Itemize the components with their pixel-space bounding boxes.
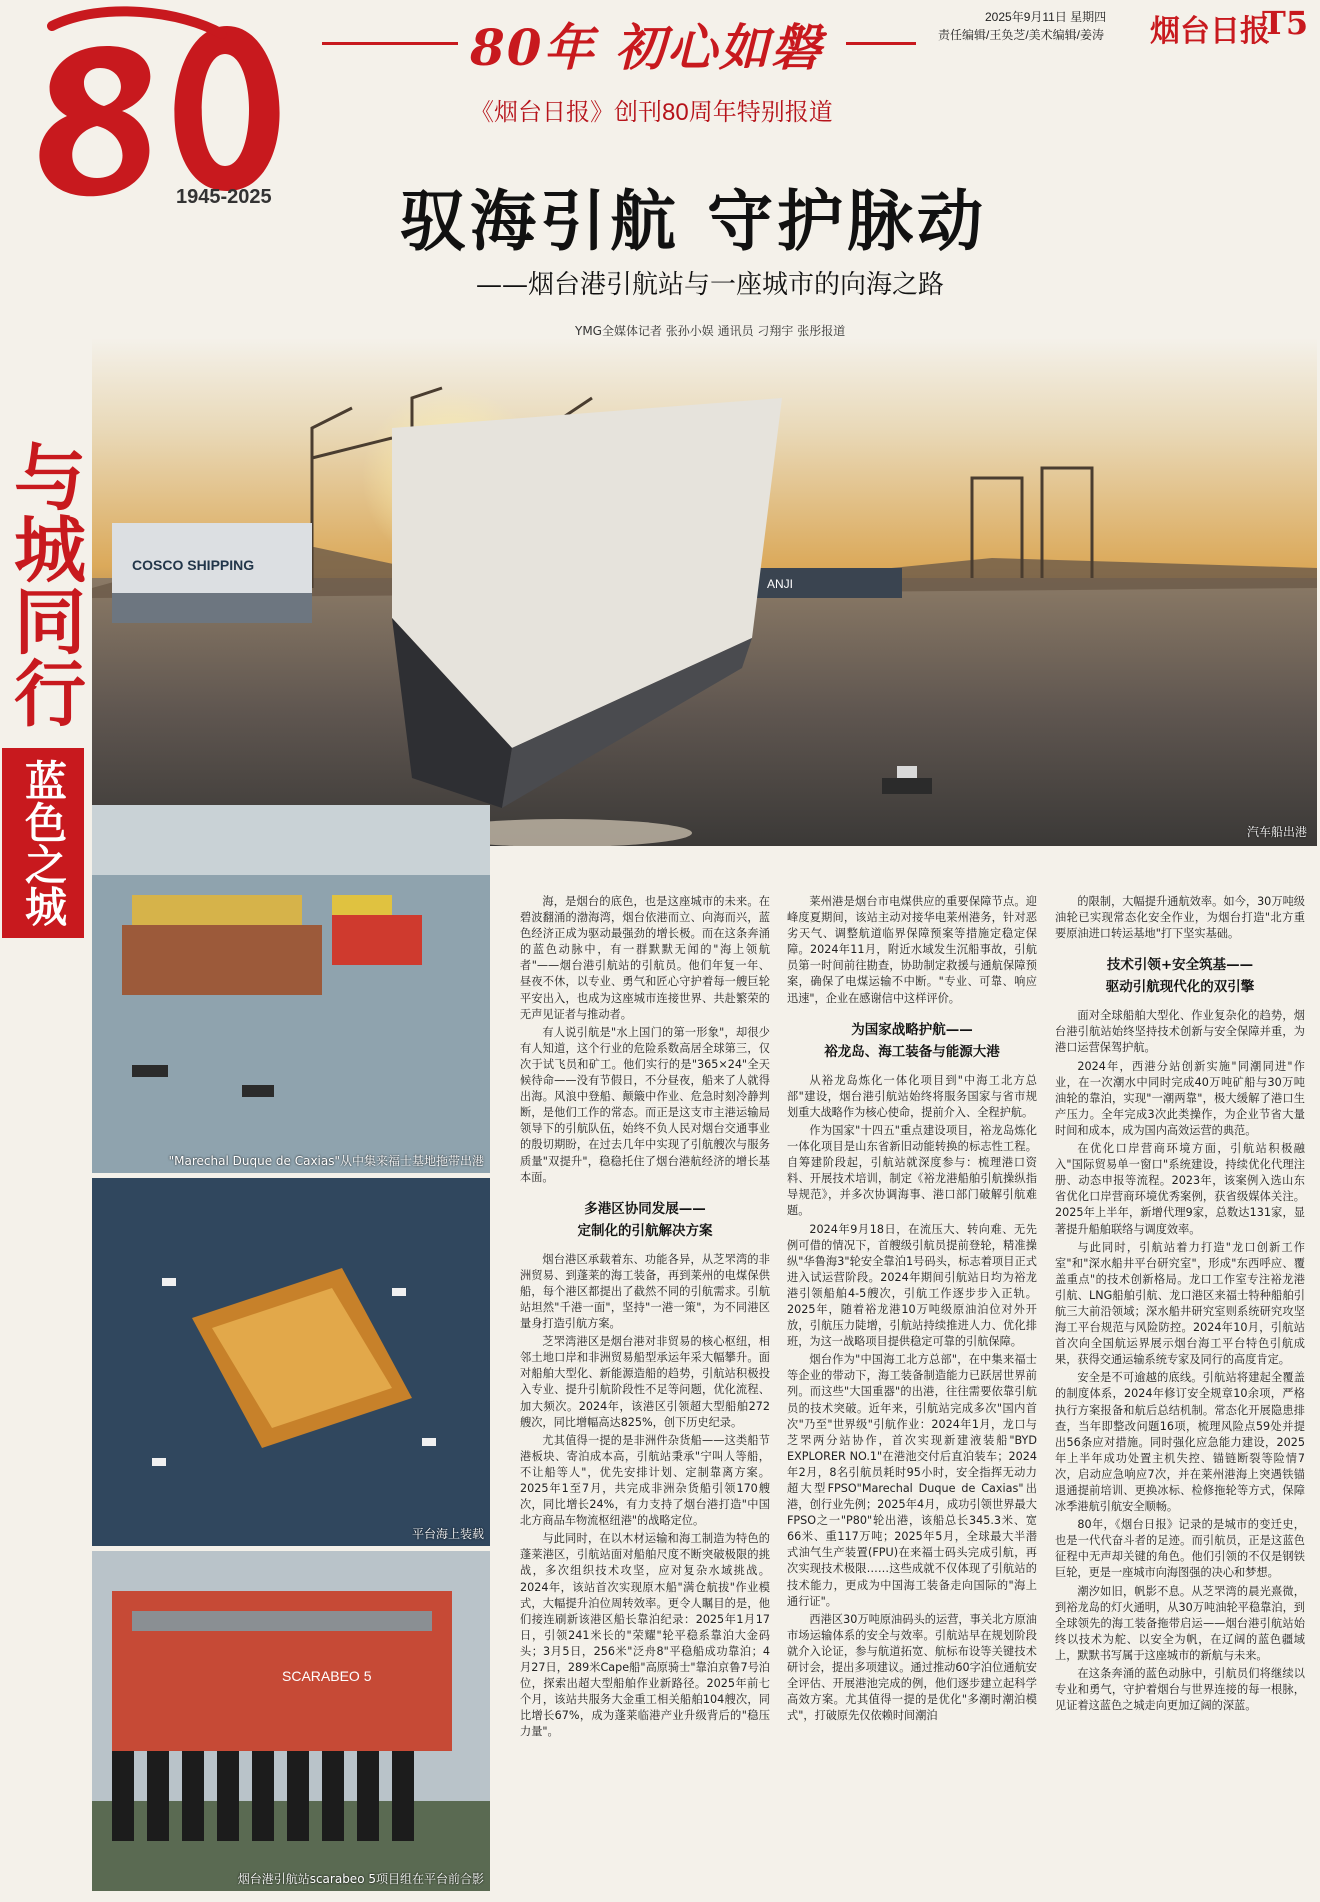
article-column-1 — [520, 894, 770, 1743]
banner-title: 与城同行 — [2, 440, 87, 728]
issue-date: 2025年9月11日 星期四 — [985, 10, 1107, 24]
article-title: 驭海引航 守护脉动 — [400, 183, 987, 260]
paragraph: 烟台作为"中国海工北方总部"，在中集来福士等企业的带动下，海工装备制造能力已跃居世界前列。而这些"大国重器"的出港，往往需要依靠引航员的技术突破。近年来，引航站完成多次"国内首次"乃至"世界级"引航作业：2024年1月，龙口与芝罘两分站协作，首次实现新建液装船"BYD EXPLORER NO.1"在港池交付后直泊装车；2024年2月，8名引航员耗时95小时，安全指挥无动力超大型FPSO"Marechal Duque de Caxias"出港，创行业先例；2025年4月，成功引领世界最大FPSO之一"P80"轮出港，该船总长345.3米、宽66米、重117万吨；2025年5月，全球最大半潜式油气生产装置(FPU)在来福士码头完成引航，再次实现技术极限……这些成就不仅体现了引航站的技术能力，更成为中国海工装备走向国际的"海上通行证"。 — [787, 1353, 1037, 1608]
editor-credits: 责任编辑/王奂芝/美术编辑/姜涛 — [938, 28, 1105, 42]
paragraph: 80年，《烟台日报》记录的是城市的变迁史，也是一代代奋斗者的足迹。而引航员，正是这蓝色征程中无声却关键的角色。他们引领的不仅是钢铁巨轮，更是一座城市向海图强的决心和梦想。 — [1055, 1518, 1305, 1580]
photo3-caption: 烟台港引航站scarabeo 5项目组在平台前合影 — [237, 1872, 484, 1886]
section-heading: 技术引领+安全筑基—— 驱动引航现代化的双引擎 — [1105, 957, 1255, 996]
article-byline: YMG全媒体记者 张孙小娱 通讯员 刁翔宇 张彤报道 — [575, 324, 846, 338]
svg-text:ANJI: ANJI — [767, 577, 794, 591]
svg-text:COSCO SHIPPING: COSCO SHIPPING — [132, 557, 255, 573]
paragraph: 有人说引航是"水上国门的第一形象"，却很少有人知道，这个行业的危险系数高居全球第三，仅次于试飞员和矿工。他们实行的是"365×24"全天候待命——没有节假日，不分昼夜，船来了人就得出海。风浪中登船、颠簸中作业、危急时刻冷静判断，是他们工作的常态。而正是这支市主港运输局领导下的引航队伍，始终不负人民对烟台交通事业的殷切期盼，在过去几年中实现了引航艘次与服务质量"双提升"，稳稳托住了烟台港航经济的增长基本面。 — [520, 1025, 770, 1184]
page-number: T5 — [1262, 4, 1309, 42]
article-column-3 — [1055, 894, 1305, 1716]
anji-ship — [752, 568, 902, 598]
team-illustration — [92, 1551, 490, 1891]
section-label: 蓝色之城 — [2, 748, 84, 938]
paragraph: 在优化口岸营商环境方面，引航站积极融入"国际贸易单一窗口"系统建设，持续优化代理注册、动态申报等流程。2023年，该案例入选山东省优化口岸营商环境优秀案例，获省级媒体关注。2025年上半年，新增代理9家，总数达131家，显著提升船舶联络与调度效率。 — [1055, 1142, 1305, 1236]
paragraph: 作为国家"十四五"重点建设项目，裕龙岛炼化一体化项目是山东省新旧动能转换的标志性工程。自筹建阶段起，引航站就深度参与：梳理港口资料、开展技术培训，制定《裕龙港船舶引航操纵指导规范》，并多次协调海事、港口部门破解引航难题。 — [787, 1123, 1037, 1218]
photo1-caption: "Marechal Duque de Caxias"从中集来福士基地拖带出港 — [168, 1154, 484, 1168]
section-heading: 多港区协同发展—— 定制化的引航解决方案 — [577, 1200, 713, 1239]
platform-illustration — [92, 1178, 490, 1546]
article-body — [520, 894, 1310, 1889]
photo-fpso-towing — [92, 805, 490, 1173]
paragraph: 面对全球船舶大型化、作业复杂化的趋势，烟台港引航站始终坚持技术创新与安全保障并重，为港口运营保驾护航。 — [1055, 1009, 1305, 1055]
paragraph: 2024年，西港分站创新实施"同潮同进"作业，在一次潮水中同时完成40万吨矿船与30万吨油轮的靠泊，实现"一潮两靠"，极大缓解了港口生产压力。全年完成3次此类操作，为企业节省大量时间和成本，成为国内高效运营的典范。 — [1055, 1059, 1305, 1137]
header-rule-left — [322, 42, 458, 45]
paragraph: 海，是烟台的底色，也是这座城市的未来。在碧波翻涌的渤海湾，烟台依港而立、向海而兴，蓝色经济正成为驱动最强劲的增长极。而在这条奔涌的蓝色动脉中，有一群默默无闻的"海上领航者"——烟台港引航站的引航员。他们年复一年、昼夜不休，以专业、勇气和匠心守护着每一艘巨轮平安出入，也成为这座城市连接世界、共赴繁荣的无声见证者与推动者。 — [520, 895, 770, 1021]
svg-text:SCARABEO 5: SCARABEO 5 — [282, 1668, 372, 1684]
paragraph: 2024年9月18日，在流压大、转向难、无先例可借的情况下，首艘级引航员提前登轮，精准操纵"华鲁海3"轮安全靠泊1号码头，标志着项目正式进入试运营阶段。2024年期间引航站日均为裕龙港引领船舶4-5艘次，引航工作逐步步入正轨。2025年，随着裕龙港10万吨级原油泊位对外开放，引航压力陡增，引航站持续推进人力、优化排班，为这一战略项目提供稳定可靠的引航保障。 — [787, 1222, 1037, 1349]
cosco-ship — [112, 523, 312, 623]
harbor-sunset-illustration — [92, 338, 1317, 846]
paragraph: 芝罘湾港区是烟台港对非贸易的核心枢纽，相邻土地口岸和非洲贸易船型承运年采大幅攀升。面对船舶大型化、新能源造船的趋势，引航站积极投入专业、提升引航阶段性不足等问题，优化流程、加大频次。2024年，该港区引领超大型船舶272艘次，同比增幅高达825%，创下历史纪录。 — [520, 1335, 770, 1429]
newspaper-name: 烟台日报 — [1150, 14, 1270, 49]
photo-platform-loading — [92, 1178, 490, 1546]
paragraph: 与此同时，在以木材运输和海工制造为特色的蓬莱港区，引航站面对船舶尺度不断突破极限的挑战，多次组织技术攻坚，应对复杂水域挑战。2024年，该站首次实现原木船"满仓航拔"作业模式，大幅提升泊位周转效率。更令人瞩目的是，他们接连刷新该港区船长靠泊纪录：2025年1月17日，引领241米长的"荣耀"轮平稳系靠泊大金码头；3月5日，256米"泛舟8"平稳船成功靠泊；4月27日，289米Cape船"高原骑士"靠泊京鲁7号泊位，探索出超大型船舶作业新路径。2025年前七个月，该站共服务大金重工相关船舶104艘次，同比增长67%，成为蓬莱临港产业升级背后的"稳压力量"。 — [520, 1532, 770, 1739]
paragraph: 莱州港是烟台市电煤供应的重要保障节点。迎峰度夏期间，该站主动对接华电莱州港务，针对恶劣天气、调整航道临界保障预案等措施定稳定保障。2024年11月，附近水域发生沉船事故，引航员第一时间前往勘查，协助制定救援与通航保障预案，确保了电煤运输不中断。"专业、可靠、响应迅速"，企业在感谢信中这样评价。 — [787, 895, 1037, 1005]
fpso-illustration — [92, 805, 490, 1173]
main-photo-car-carrier — [92, 338, 1317, 846]
section-banner — [2, 440, 92, 728]
anniversary-years: 1945-2025 — [176, 186, 272, 208]
anniversary-80-logo — [12, 6, 312, 206]
paragraph: 的限制，大幅提升通航效率。如今，30万吨级油轮已实现常态化安全作业，为烟台打造"北方重要原油进口转运基地"打下坚实基础。 — [1055, 895, 1305, 941]
paragraph: 在这条奔涌的蓝色动脉中，引航员们将继续以专业和勇气，守护着烟台与世界连接的每一根脉，见证着这蓝色之城走向更加辽阔的深蓝。 — [1055, 1667, 1305, 1713]
paragraph: 与此同时，引航站着力打造"龙口创新工作室"和"深水船井平台研究室"，形成"东西呼应、覆盖重点"的技术创新格局。龙口工作室专注裕龙港引航、LNG船舶引航、龙口港区来福士特种船舶引航三大前沿领域；深水船井研究室则系统研究攻坚海工平台规范与风险防控。2024年10月，引航站首次向全国航运界展示烟台海工平台特色引航成果，获得交通运输系统专家及同行的高度肯定。 — [1055, 1240, 1305, 1367]
photo-team-scarabeo — [92, 1551, 490, 1891]
article-subtitle: ——烟台港引航站与一座城市的向海之路 — [476, 270, 945, 300]
header-rule-right — [846, 42, 916, 45]
paragraph: 尤其值得一提的是非洲件杂货船——这类船节港板块、寄泊成本高，引航站秉承"宁叫人等船，不让船等人"，优先安排计划、定制靠离方案。2025年1至7月，共完成非洲杂货船引领170艘次，同比增长24%，有力支持了烟台港打造"中国北方商品车物流枢纽港"的战略定位。 — [520, 1433, 770, 1528]
section-heading: 为国家战略护航—— 裕龙岛、海工装备与能源大港 — [824, 1021, 1000, 1060]
paragraph: 西港区30万吨原油码头的运营，事关北方原油市场运输体系的安全与效率。引航站早在规划阶段就介入论证，参与航道拓宽、航标布设等关键技术研讨会，提出多项建议。通过推动60字泊位通航安全评估、开展港池完成的例，他们逐步建立起科学高效方案。尤其值得一提的是优化"多潮时潮泊模式"，打破原先仅依赖时间潮泊 — [787, 1612, 1037, 1723]
photo2-caption: 平台海上装载 — [411, 1527, 484, 1541]
main-photo-caption: 汽车船出港 — [1246, 825, 1307, 839]
team-members — [112, 1751, 414, 1841]
article-column-2 — [787, 894, 1037, 1726]
paragraph: 安全是不可逾越的底线。引航站将建起全覆盖的制度体系，2024年修订安全规章10余项，严格执行方案报备和航后总结机制。常态化开展隐患排查，当年即整改问题16项，梳理风险点59处并提出56条应对措施。同时强化应急能力建设，2025年上半年成功处置主机失控、锚链断裂等险情7次，启动应急响应7次，并在莱州港海上突遇铁锚退通提前培训、更换冰标、检修拖轮等方式，保障冰季港航引航安全顺畅。 — [1055, 1371, 1305, 1514]
paragraph: 烟台港区承载着东、功能各异，从芝罘湾的非洲贸易、到蓬莱的海工装备，再到莱州的电煤保供船，每个港区都提出了截然不同的引航需求。引航站坦然"千港一面"，坚持"一港一策"，为不同港区量身打造引航方案。 — [520, 1252, 770, 1331]
paragraph: 潮汐如旧，帆影不息。从芝罘湾的晨光熹微，到裕龙岛的灯火通明，从30万吨油轮平稳靠泊，到全球领先的海工装备拖带启运——烟台港引航站始终以技术为舵、以安全为帆，在辽阔的蓝色疆域上，默默书写属于这座城市的新航与未来。 — [1055, 1584, 1305, 1662]
anniversary-subtitle: 《烟台日报》创刊80周年特别报道 — [470, 99, 833, 126]
anniversary-slogan: 80年 初心如磐 — [470, 18, 823, 77]
paragraph: 从裕龙岛炼化一体化项目到"中海工北方总部"建设，烟台港引航站始终将服务国家与省市规划重大战略作为核心使命，提前介入、全程护航。 — [787, 1073, 1037, 1119]
